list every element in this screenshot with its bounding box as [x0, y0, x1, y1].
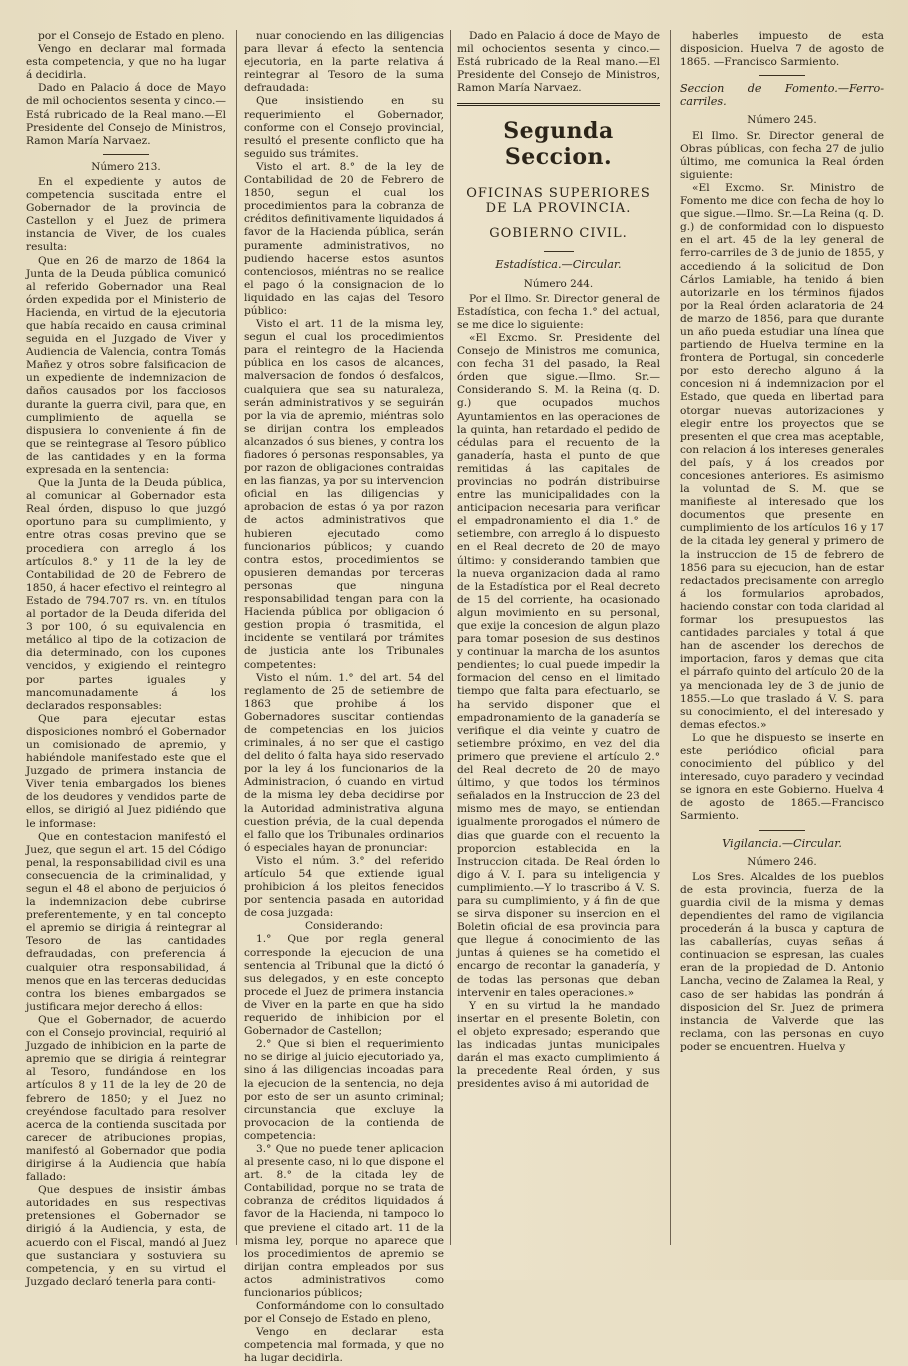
paragraph: Que en 26 de marzo de 1864 la Junta de la Deuda pública comunicó al referido Gobernador una Real órden expedida por el Ministerio de Hacienda, en virtud de la ejecutoria que había recaido en causa criminal seguida en el Juzgado de Viver y Audiencia de Valencia, contra Tomás Mañez y otros sobre falsificacion de un expediente de indemnizacion de daños causados por los facciosos durante la guerra civil, para que, en cumplimiento de aquella se dispusiera lo conveniente á fin de que se reintegrase al Tesoro público de las cantidades y en la forma expresada en la sentencia: — [26, 254, 226, 476]
paragraph: Que despues de insistir ámbas autoridades en sus respectivas pretensiones el Gobernador se dirigió á la Audiencia, y esta, de acuerdo con el Fiscal, mandó al Juez que sustanciara y sostuviera su competencia, y en su virtud el Juzgado declaró tenerla para conti- — [26, 1184, 226, 1288]
paragraph: Que en contestacion manifestó el Juez, que segun el art. 15 del Código penal, la responsabilidad civil es una consecuencia de la criminalidad, y segun el 48 el abono de perjuicios ó la indemnizacion debe cubrirse preferentemente, y en tal concepto el apremio se dirigia á reintegrar al Tesoro de las cantidades defraudadas, con preferencia á cualquier otra responsabilidad, á menos que en las terceras deducidas contra los bienes embargados se justificara mejor derecho á ellos: — [26, 830, 226, 1013]
paragraph: Lo que he dispuesto se inserte en este periódico oficial para conocimiento del público y del interesado, cuyo paradero y vecindad se ignora en este Gobierno. Huelva 4 de agosto de 1865.—Francisco Sarmiento. — [680, 731, 884, 823]
paragraph: Que para ejecutar estas disposiciones nombró el Gobernador un comisionado de apremio, y habiéndole manifestado este que el Juzgado de primera instancia de Viver tenia embargados los bienes de los deudores y vendidos parte de ellos, se dirigió al Juez pidiéndo que le informase: — [26, 712, 226, 830]
paragraph: 3.° Que no puede tener aplicacion al presente caso, ni lo que dispone el art. 8.° de la citada ley de Contabilidad, porque no se trata de cobranza de créditos liquidados á favor de la Hacienda, ni tampoco lo que previene el citado art. 11 de la misma ley, porque no aparece que los procedimientos de apremio se dirijan contra empleados por sus actos administrativos como funcionarios públicos; — [244, 1142, 444, 1299]
paragraph: Vengo en declarar mal formada esta competencia, y que no ha lugar á decidirla. — [26, 43, 226, 82]
paragraph: Conformándome con lo consultado por el Consejo de Estado en pleno, — [244, 1300, 444, 1326]
paragraph: 1.° Que por regla general corresponde la ejecucion de una sentencia al Tribunal que la dictó ó sus delegados, y en este concepto procede el Juez de primera instancia de Viver en la parte en que ha sido requerido de inhibicion por el Gobernador de Castellon; — [244, 933, 444, 1038]
paragraph: nuar conociendo en las diligencias para llevar á efecto la sentencia ejecutoria, en la parte relativa á reintegrar al Tesoro de la suma defraudada: — [244, 30, 444, 95]
paragraph: Que el Gobernador, de acuerdo con el Consejo provincial, requirió al Juzgado de inhibicion en la parte de apremio que se dirigia á reintegrar al Tesoro, fundándose en los artículos 8 y 11 de la ley de 20 de febrero de 1850; y el Juez no creyéndose facultado para resolver acerca de la contienda suscitada por carecer de atribuciones propias, manifestó al Gobernador que podia dirigirse á la Audiencia que había fallado: — [26, 1013, 226, 1184]
subsection-title: Seccion de Fomento.—Ferro-carriles. — [680, 82, 884, 109]
column-rule — [236, 30, 237, 1245]
column-1 — [26, 30, 226, 1288]
offices-heading: OFICINAS SUPERIORES DE LA PROVINCIA. — [466, 186, 651, 217]
column-rule — [450, 30, 451, 1245]
column-rule — [670, 30, 671, 1245]
paragraph: «El Excmo. Sr. Ministro de Fomento me dice con fecha de hoy lo que sigue.—Ilmo. Sr.—La Reina (q. D. g.) de conformidad con lo dispuesto en el art. 45 de la ley general de ferro-carriles de 3 de junio de 1855, y accediendo á la solicitud de Don Cárlos Lamiable, ha tenido á bien autorizarle en los términos fijados por la Real órden aclaratoria de 24 de marzo de 1856, para que durante un año pueda estudiar una línea que partiendo de Huelva termine en la frontera de Portugal, sin concederle por esto derecho alguno á la concesion ni á indemnizacion por el Estado, que queda en libertad para otorgar nuevas autorizaciones y elegir entre los proyectos que se presenten el que crea mas aceptable, con relacion á los intereses generales del país, y á los creados por concesiones anteriores. Es asimismo la voluntad de S. M. que se manifieste al interesado que los documentos que presente en cumplimiento de los artículos 16 y 17 de la citada ley general y primero de la instruccion de 15 de febrero de 1856 para su ejecucion, han de estar redactados precisamente con arreglo á los formularios aprobados, haciendo constar con toda claridad al formar los presupuestos las cantidades parciales y total á que han de ascender los derechos de importacion, faros y demas que cita el párrafo quinto del artículo 20 de la ya mencionada ley de 3 de junio de 1855.—Lo que traslado á V. S. para su conocimiento, el del interesado y demas efectos.» — [680, 181, 884, 731]
column-3 — [457, 30, 660, 1245]
item-number: Número 244. — [523, 277, 594, 290]
paragraph: 2.° Que si bien el requerimiento no se dirige al juicio ejecutoriado ya, sino á las diligencias incoadas para la ejecucion de la sentencia, no deja por esto de ser un asunto criminal; circunstancia que excluye la provocacion de la contienda de competencia: — [244, 1038, 444, 1142]
item-number: Número 245. — [747, 114, 817, 127]
paragraph: Visto el núm. 1.° del art. 54 del reglamento de 25 de setiembre de 1863 que prohibe á los Gobernadores suscitar contiendas de competencias en los juicios criminales, á no ser que el castigo del delito ó falta haya sido reservado por la ley á los funcionarios de la Administracion, ó cuando en virtud de la misma ley deba decidirse por la Autoridad administrativa alguna cuestion prévia, de la cual dependa el fallo que los Tribunales ordinarios ó especiales hayan de pronunciar: — [244, 671, 444, 854]
column-4 — [680, 30, 884, 1245]
paragraph: Que insistiendo en su requerimiento el Gobernador, conforme con el Consejo provincial, resultó el presente conflicto que ha seguido sus trámites. — [244, 95, 444, 160]
signature-paragraph: Dado en Palacio á doce de Mayo de mil ochocientos sesenta y cinco.—Está rubricado de la Real mano.—El Presidente del Consejo de Ministros, Ramon María Narvaez. — [457, 30, 660, 95]
paragraph: Los Sres. Alcaldes de los pueblos de esta provincia, fuerza de la guardia civil de la misma y demas dependientes del ramo de vigilancia procederán á la busca y captura de las caballerías, cuyas señas á continuacion se espresan, las cuales eran de la propiedad de D. Antonio Lancha, vecino de Zalamea la Real, y caso de ser habidas las pondrán á disposicion del Sr. Juez de primera instancia de Valverde que las reclama, con las personas en cuyo poder se encuentren. Huelva y — [680, 870, 884, 1053]
signature-paragraph: Dado en Palacio á doce de Mayo de mil ochocientos sesenta y cinco.—Está rubricado de la Real mano.—El Presidente del Consejo de Ministros, Ramon María Narvaez. — [26, 82, 226, 147]
item-number: Número 213. — [91, 160, 161, 173]
separator-rule — [759, 830, 805, 831]
gobierno-heading: GOBIERNO CIVIL. — [489, 226, 628, 242]
paragraph: Que la Junta de la Deuda pública, al comunicar al Gobernador esta Real órden, dispuso lo que juzgó oportuno para su cumplimiento, y entre otras cosas previno que se procediera con arreglo á los artículos 8.° y 11 de la ley de Contabilidad de 20 de Febrero de 1850, á hacer efectivo el reintegro al Estado de 794.707 rs. vn. en títulos al portador de la Deuda diferida del 3 por 100, ó su equivalencia en metálico al tipo de la cotizacion de dia determinado, con los cupones vencidos, y exigiendo el reintegro por partes iguales y mancomunadamente á los declarados responsables: — [26, 477, 226, 712]
paragraph: Y en su virtud la he mandado insertar en el presente Boletin, con el objeto expresado; esperando que las indicadas juntas municipales darán el mas exacto cumplimiento á la precedente Real órden, y sus presidentes aviso á mi autoridad de — [457, 999, 660, 1091]
section-heading: Segunda Seccion. — [503, 118, 614, 171]
paragraph: Visto el art. 8.° de la ley de Contabilidad de 20 de Febrero de 1850, segun el cual los procedimientos para la cobranza de créditos definitivamente liquidados á favor de la Hacienda pública, serán puramente administrativos, no pudiendo hacerse estos asuntos contenciosos, miéntras no se realice el pago ó la consignacion de lo liquidado en las cajas del Tesoro público: — [244, 160, 444, 317]
paragraph: Vengo en declarar esta competencia mal formada, y que no ha lugar decidirla. — [244, 1326, 444, 1365]
item-number: Número 246. — [747, 855, 817, 868]
paragraph: Visto el núm. 3.° del referido artículo 54 que extiende igual prohibicion á los pleitos fenecidos por sentencia pasada en autoridad de cosa juzgada: — [244, 854, 444, 920]
subsection-title: Vigilancia.—Circular. — [722, 836, 842, 850]
paragraph: Considerando: — [304, 920, 384, 933]
paragraph: Por el Ilmo. Sr. Director general de Estadística, con fecha 1.° del actual, se me dice lo siguiente: — [457, 292, 660, 331]
column-2 — [244, 30, 444, 1365]
separator-rule — [103, 154, 149, 155]
separator-rule — [544, 251, 574, 252]
paragraph: Visto el art. 11 de la misma ley, segun el cual los procedimientos para el reintegro de la Hacienda pública en los casos de alcances, malversacion de fondos ó desfalcos, cualquiera que sea su naturaleza, serán administrativos y se seguirán por la via de apremio, miéntras solo se dirijan contra los empleados alcanzados ó sus bienes, y contra los fiadores ó personas responsables, ya por razon de obligaciones contraidas en las fianzas, ya por su intervencion oficial en las diligencias y aprobacion de estas ó ya por razon de actos administrativos que hubieren ejecutado como funcionarios públicos; y cuando contra estos, procedimientos se opusieren demandas por terceras personas que ninguna responsabilidad tengan para con la Hacienda pública por obligacion ó gestion propia ó trasmitida, el incidente se ventilará por trámites de justicia ante los Tribunales competentes: — [244, 318, 444, 671]
paragraph: por el Consejo de Estado en pleno. — [38, 30, 225, 42]
separator-rule — [759, 75, 805, 76]
paragraph: «El Excmo. Sr. Presidente del Consejo de Ministros me comunica, con fecha 31 del pasado, la Real órden que sigue.—Ilmo. Sr.—Considerando S. M. la Reina (q. D. g.) que ocupados muchos Ayuntamientos en las operaciones de la quinta, han retardado el pedido de cédulas para el recuento de la ganadería, hasta el punto de que remitidas á las capitales de provincias no podrán distribuirse entre las municipalidades con la anticipacion necesaria para verificar el empadronamiento el dia 1.° de setiembre, con arreglo á lo dispuesto en el Real decreto de 20 de mayo último: y considerando tambien que la nueva organizacion dada al ramo de la Estadística por el Real decreto de 15 del corriente, ha ocasionado algun movimiento en su personal, que exije la concesion de algun plazo para tomar posesion de sus destinos y continuar la marcha de los asuntos pendientes; lo cual puede impedir la formacion del censo en el limitado tiempo que falta para efectuarlo, se ha servido disponer que el empadronamiento de la ganadería se verifique el dia veinte y cuatro de setiembre próximo, en vez del dia primero que previene el artículo 2.° del Real decreto de 20 de mayo último, y que todos los términos señalados en la Instruccion de 23 del mismo mes de mayo, se entiendan igualmente prorogados el número de dias que guarde con el recuento la proporcion establecida en la Instruccion citada. De Real órden lo digo á V. I. para su inteligencia y cumplimiento.—Y lo trascribo á V. S. para su cumplimiento, y á fin de que se sirva disponer su insercion en el Boletin oficial de esa provincia para que llegue á conocimiento de las juntas á quienes se ha cometido el encargo de recontar la ganadería, y de todas las personas que deban intervenir en tales operaciones.» — [457, 331, 660, 999]
paragraph: haberles impuesto de esta disposicion. Huelva 7 de agosto de 1865. —Francisco Sarmiento. — [680, 30, 884, 69]
paragraph: El Ilmo. Sr. Director general de Obras públicas, con fecha 27 de julio último, me comunica la Real órden siguiente: — [680, 129, 884, 181]
subsection-title: Estadística.—Circular. — [495, 258, 622, 272]
paragraph: En el expediente y autos de competencia suscitada entre el Gobernador de la provincia de Castellon y el Juez de primera instancia de Viver, de los cuales resulta: — [26, 175, 226, 254]
double-rule — [457, 103, 660, 106]
